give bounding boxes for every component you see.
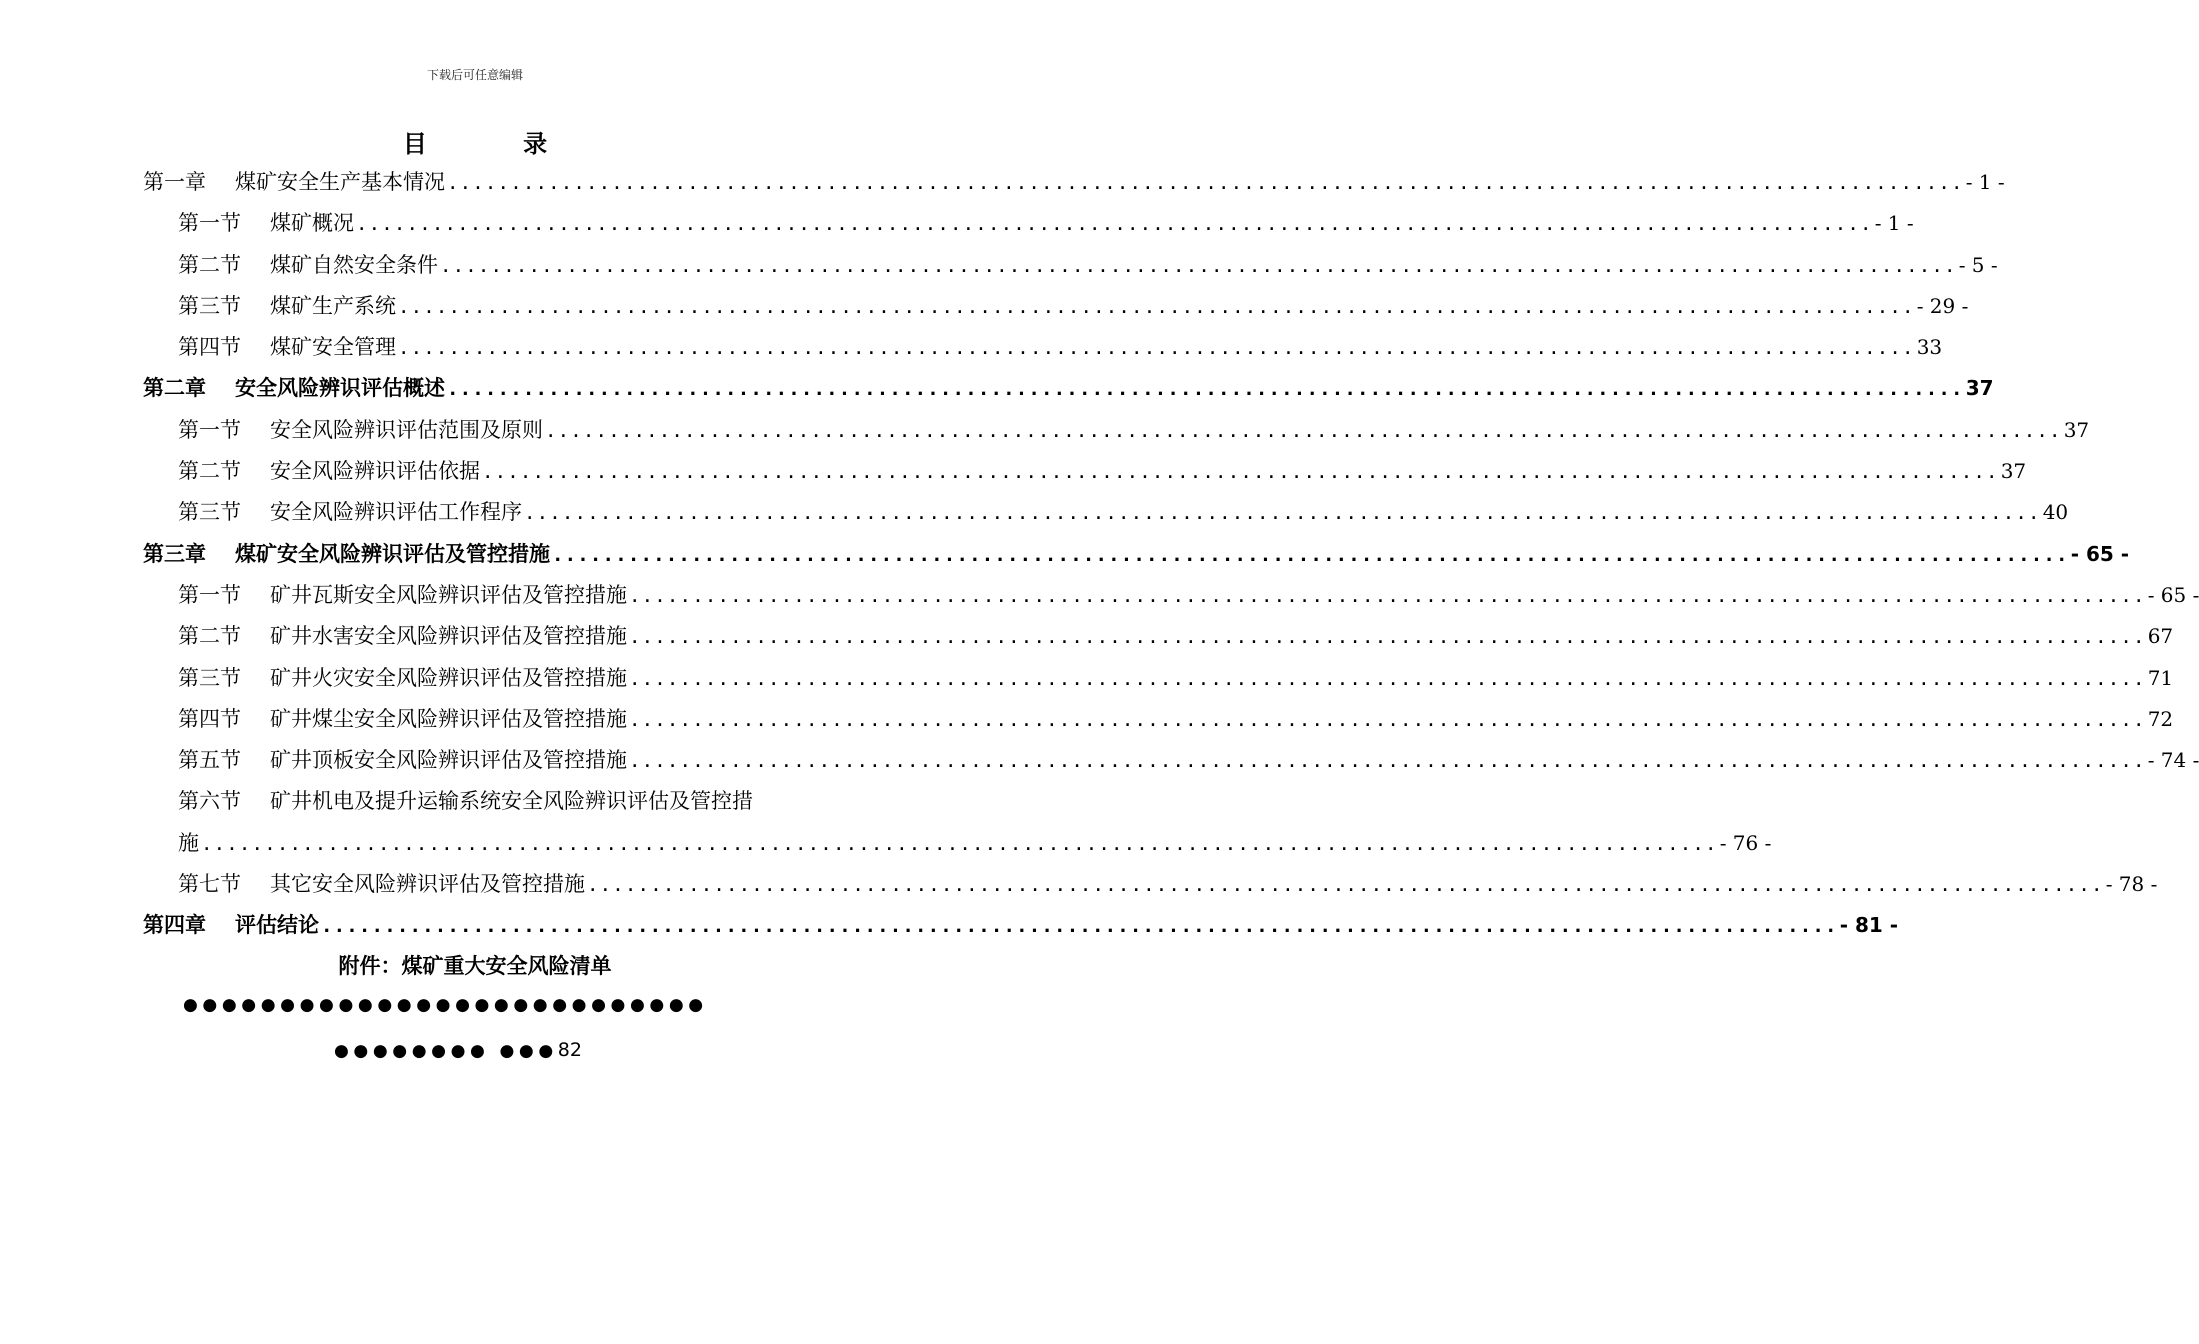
toc-entry-number: 第一节 bbox=[178, 582, 241, 607]
dot-leader: ........................................................................................................................ bbox=[524, 502, 2041, 525]
dot-leader: ........................................................................................................................ bbox=[447, 172, 1964, 194]
toc-section-3-1[interactable] bbox=[143, 575, 2199, 616]
toc-section-3-6-continuation[interactable] bbox=[143, 823, 1772, 864]
toc-section-2-1[interactable] bbox=[143, 410, 2090, 451]
toc-entry-number: 第四章 bbox=[143, 913, 206, 938]
toc-entry-page: - 76 - bbox=[1719, 830, 1772, 855]
toc-entry-page: 72 bbox=[2147, 706, 2174, 731]
toc-entry-number: 第五节 bbox=[178, 748, 241, 773]
toc-entry-number: 第二节 bbox=[178, 252, 241, 277]
toc-entry-number: 第一节 bbox=[178, 417, 241, 442]
appendix-bullet-leader-end bbox=[334, 1039, 654, 1061]
toc-entry-number: 第三节 bbox=[178, 293, 241, 318]
appendix-bullet-leader: ●●●●●●●●●●●●●●●●●●●●●●●●●●● bbox=[183, 995, 708, 1015]
toc-chapter-2[interactable] bbox=[143, 368, 1994, 409]
toc-entry-number: 第一节 bbox=[178, 211, 241, 236]
toc-entry-number: 第二节 bbox=[178, 459, 241, 484]
dot-leader: ........................................................................................................................ bbox=[629, 667, 2146, 690]
toc-entry-number: 第三节 bbox=[178, 665, 241, 690]
toc-entry-title: 其它安全风险辨识评估及管控措施 bbox=[270, 872, 585, 897]
toc-title: 目 录 bbox=[402, 130, 592, 158]
toc-section-3-3[interactable] bbox=[143, 658, 2174, 699]
toc-entry-page: - 65 - bbox=[2070, 541, 2130, 566]
toc-section-3-2[interactable] bbox=[143, 616, 2174, 657]
toc-section-1-3[interactable] bbox=[143, 286, 1969, 327]
dot-leader: ........................................................................................................................ bbox=[398, 337, 1915, 360]
toc-entry-page: 67 bbox=[2147, 624, 2174, 649]
toc-entry-page: - 65 - bbox=[2147, 582, 2199, 607]
toc-entry-number: 第四节 bbox=[178, 335, 241, 360]
toc-entry-page: 37 bbox=[2000, 459, 2027, 484]
toc-section-1-1[interactable] bbox=[143, 203, 1914, 244]
toc-entry-title: 煤矿概况 bbox=[270, 211, 354, 236]
toc-section-1-2[interactable] bbox=[143, 245, 1998, 286]
toc-entry-number: 第三节 bbox=[178, 500, 241, 525]
toc-entry-page: - 29 - bbox=[1916, 293, 1969, 318]
toc-entry-title: 煤矿安全生产基本情况 bbox=[235, 170, 445, 194]
dot-leader: ........................................................................................................................ bbox=[482, 461, 1999, 484]
toc-entry-number: 第二章 bbox=[143, 376, 206, 401]
dot-leader: ........................................................................................................................ bbox=[629, 708, 2146, 731]
dot-leader: ........................................................................................................................ bbox=[321, 915, 1838, 938]
appendix-title[interactable]: 附件：煤矿重大安全风险清单 bbox=[338, 954, 612, 978]
dot-leader: ........................................................................................................................ bbox=[440, 254, 1957, 277]
toc-entry-number: 第一章 bbox=[143, 170, 206, 194]
toc-section-2-3[interactable] bbox=[143, 492, 2069, 533]
toc-entry-page: 37 bbox=[2063, 417, 2090, 442]
toc-entry-page: 71 bbox=[2147, 665, 2174, 690]
toc-entry-page: - 81 - bbox=[1839, 913, 1899, 938]
dot-leader: ........................................................................................................................ bbox=[201, 832, 1718, 855]
dot-leader: ........................................................................................................................ bbox=[398, 295, 1915, 318]
toc-entry-title: 煤矿自然安全条件 bbox=[270, 252, 438, 277]
toc-entry-title: 评估结论 bbox=[235, 913, 319, 938]
toc-chapter-1[interactable] bbox=[143, 162, 2005, 203]
toc-section-3-6[interactable] bbox=[143, 781, 807, 822]
toc-section-3-5[interactable] bbox=[143, 740, 2199, 781]
dot-leader: ........................................................................................................................ bbox=[545, 419, 2062, 442]
toc-entry-page: 33 bbox=[1916, 335, 1943, 360]
toc-chapter-4[interactable] bbox=[143, 905, 1899, 946]
toc-entry-page: - 78 - bbox=[2105, 872, 2158, 897]
toc-entry-title-continuation: 施 bbox=[178, 830, 199, 855]
toc-entry-page: - 1 - bbox=[1965, 170, 2005, 194]
toc-entry-number: 第四节 bbox=[178, 706, 241, 731]
toc-entry-page: - 1 - bbox=[1874, 211, 1914, 236]
toc-entry-page: 37 bbox=[1965, 376, 1994, 401]
dot-leader: ........................................................................................................................ bbox=[629, 626, 2146, 649]
toc-entry-title: 安全风险辨识评估依据 bbox=[270, 459, 480, 484]
toc-entry-title: 矿井煤尘安全风险辨识评估及管控措施 bbox=[270, 706, 627, 731]
toc-entry-number: 第七节 bbox=[178, 872, 241, 897]
toc-section-3-7[interactable] bbox=[143, 864, 2158, 905]
table-of-contents bbox=[143, 162, 2199, 947]
dot-leader: ........................................................................................................................ bbox=[629, 584, 2146, 607]
dot-leader: ........................................................................................................................ bbox=[447, 378, 1964, 401]
dot-leader: ........................................................................................................................ bbox=[587, 874, 2104, 897]
toc-entry-number: 第三章 bbox=[143, 541, 206, 566]
toc-section-1-4[interactable] bbox=[143, 327, 1943, 368]
dot-leader: ........................................................................................................................ bbox=[629, 750, 2146, 773]
toc-entry-title: 矿井顶板安全风险辨识评估及管控措施 bbox=[270, 748, 627, 773]
appendix-page: 82 bbox=[557, 1039, 582, 1061]
toc-entry-page: 40 bbox=[2042, 500, 2069, 525]
toc-entry-title: 矿井火灾安全风险辨识评估及管控措施 bbox=[270, 665, 627, 690]
toc-entry-title: 矿井瓦斯安全风险辨识评估及管控措施 bbox=[270, 582, 627, 607]
toc-entry-title: 安全风险辨识评估概述 bbox=[235, 376, 445, 401]
toc-section-2-2[interactable] bbox=[143, 451, 2027, 492]
toc-chapter-3[interactable] bbox=[143, 534, 2130, 575]
toc-entry-title: 煤矿安全风险辨识评估及管控措施 bbox=[235, 541, 550, 566]
toc-entry-number: 第二节 bbox=[178, 624, 241, 649]
dot-leader: ........................................................................................................................ bbox=[356, 213, 1873, 236]
toc-entry-title: 煤矿安全管理 bbox=[270, 335, 396, 360]
toc-entry-page: - 5 - bbox=[1958, 252, 1998, 277]
dot-leader: ........................................................................................................................ bbox=[552, 543, 2069, 566]
toc-entry-title: 矿井水害安全风险辨识评估及管控措施 bbox=[270, 624, 627, 649]
toc-entry-title: 安全风险辨识评估工作程序 bbox=[270, 500, 522, 525]
toc-entry-title: 安全风险辨识评估范围及原则 bbox=[270, 417, 543, 442]
toc-entry-title: 矿井机电及提升运输系统安全风险辨识评估及管控措 bbox=[270, 789, 753, 814]
toc-entry-number: 第六节 bbox=[178, 789, 241, 814]
toc-entry-page: - 74 - bbox=[2147, 748, 2199, 773]
page-header-note: 下载后可任意编辑 bbox=[426, 68, 523, 82]
toc-entry-title: 煤矿生产系统 bbox=[270, 293, 396, 318]
toc-section-3-4[interactable] bbox=[143, 699, 2174, 740]
appendix-bullets: ●●●●●●●● ●●● bbox=[334, 1041, 558, 1061]
